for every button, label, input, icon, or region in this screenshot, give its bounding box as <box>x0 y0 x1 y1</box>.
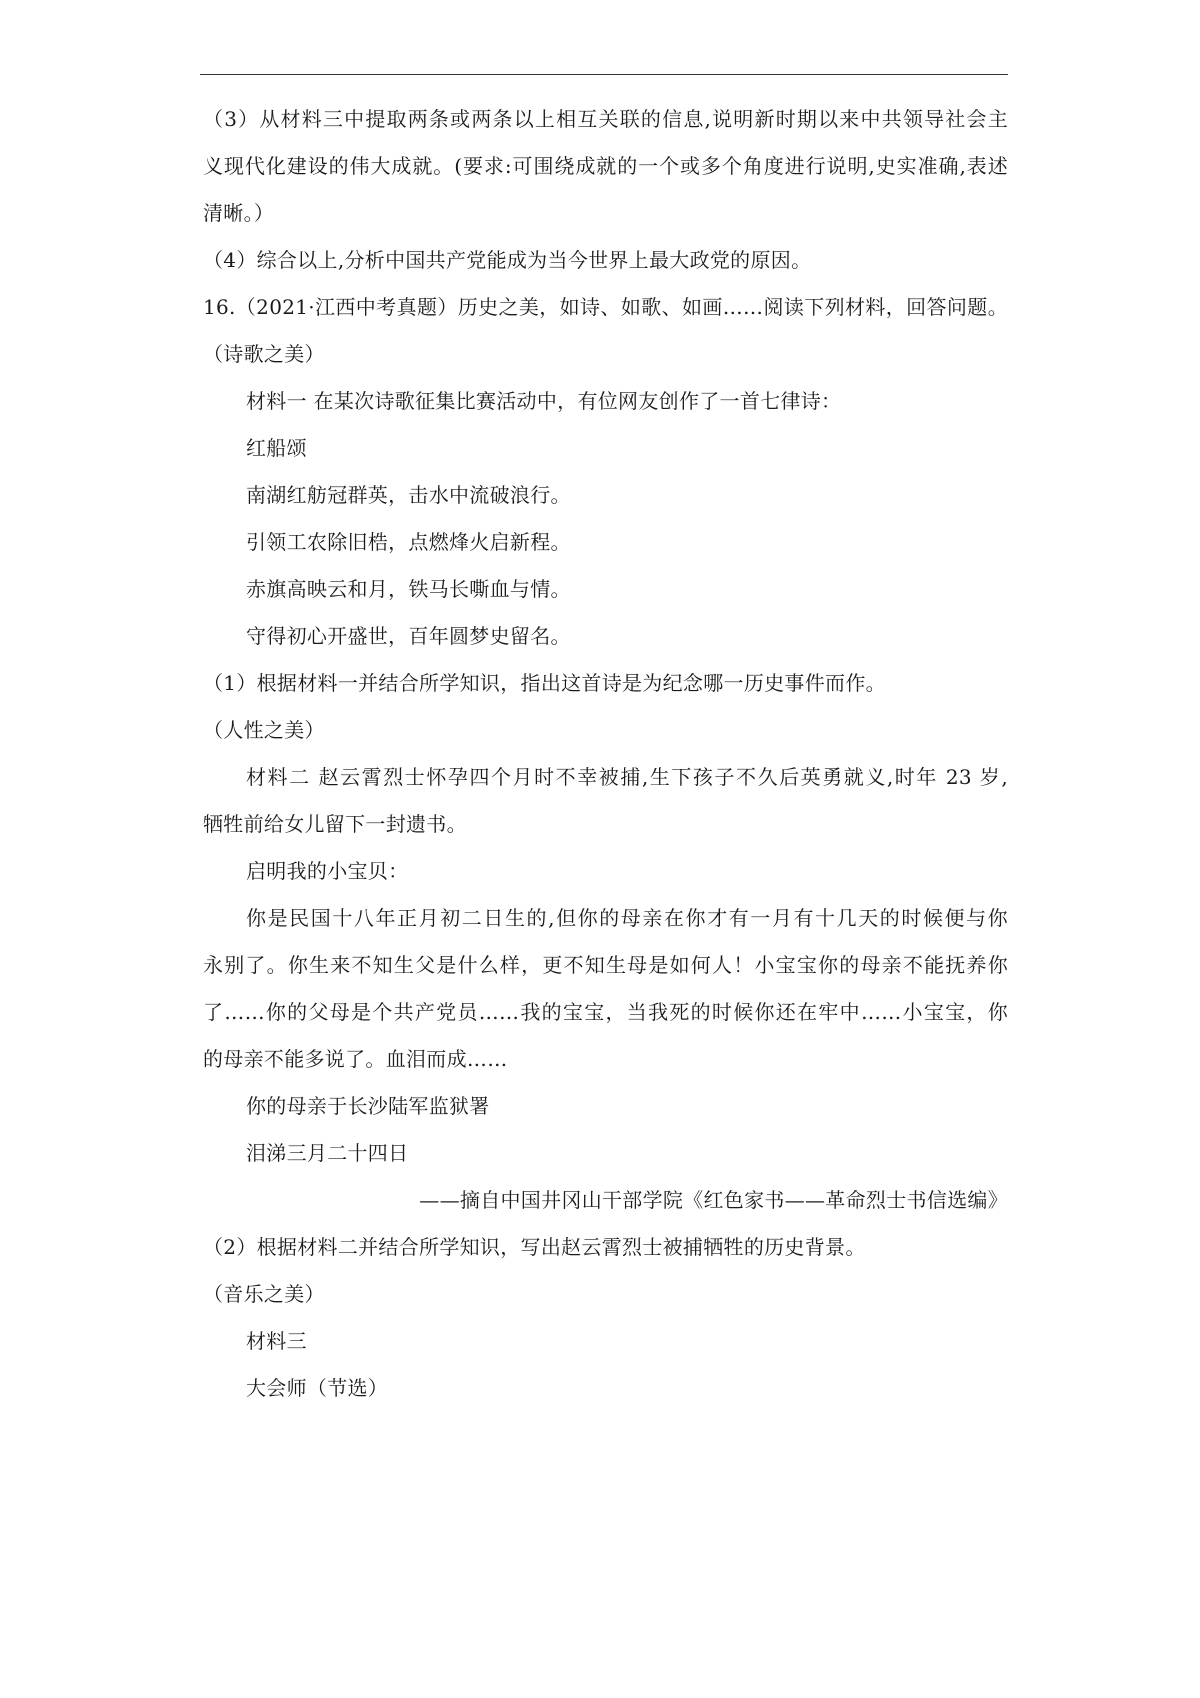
material3-label: 材料三 <box>246 1329 307 1353</box>
q15-sub3-line3: 清晰。） <box>203 201 275 225</box>
section-poetry: （诗歌之美） <box>203 342 325 366</box>
section-music: （音乐之美） <box>203 1282 325 1306</box>
letter-salutation: 启明我的小宝贝： <box>246 859 409 883</box>
letter-body-line: 了……你的父母是个共产党员……我的宝宝，当我死的时候你还在牢中……小宝宝，你 <box>203 1000 1008 1024</box>
poem-line: 赤旗高映云和月，铁马长嘶血与情。 <box>246 577 571 601</box>
header-rule <box>200 74 1008 75</box>
q16-stem: 16.（2021·江西中考真题）历史之美，如诗、如歌、如画……阅读下列材料，回答问题。 <box>203 295 1008 319</box>
poem-line: 引领工农除旧梏，点燃烽火启新程。 <box>246 530 571 554</box>
poem-line: 守得初心开盛世，百年圆梦史留名。 <box>246 624 571 648</box>
section-humanity: （人性之美） <box>203 718 325 742</box>
page-content <box>203 96 1008 1412</box>
material2-line2: 牺牲前给女儿留下一封遗书。 <box>203 812 467 836</box>
letter-body-line: 永别了。你生来不知生父是什么样，更不知生母是如何人！小宝宝你的母亲不能抚养你 <box>203 953 1008 977</box>
q16-sub2: （2）根据材料二并结合所学知识，写出赵云霄烈士被捕牺牲的历史背景。 <box>203 1235 866 1259</box>
letter-source: ——摘自中国井冈山干部学院《红色家书——革命烈士书信选编》 <box>419 1188 1008 1212</box>
letter-body-line: 你是民国十八年正月初二日生的,但你的母亲在你才有一月有十几天的时候便与你 <box>246 906 1008 930</box>
letter-body-line: 的母亲不能多说了。血泪而成…… <box>203 1047 508 1071</box>
letter-date: 泪涕三月二十四日 <box>246 1141 409 1165</box>
letter-signature: 你的母亲于长沙陆军监狱署 <box>246 1094 490 1118</box>
poem-line: 南湖红舫冠群英，击水中流破浪行。 <box>246 483 571 507</box>
q16-sub1: （1）根据材料一并结合所学知识，指出这首诗是为纪念哪一历史事件而作。 <box>203 671 886 695</box>
material1-intro: 材料一 在某次诗歌征集比赛活动中，有位网友创作了一首七律诗： <box>246 389 842 413</box>
material3-title: 大会师（节选） <box>246 1376 389 1400</box>
q15-sub3-line2: 义现代化建设的伟大成就。(要求:可围绕成就的一个或多个角度进行说明,史实准确,表述 <box>203 154 1008 178</box>
q15-sub3-line1: （3）从材料三中提取两条或两条以上相互关联的信息,说明新时期以来中共领导社会主 <box>203 107 1008 131</box>
material2-line1: 材料二 赵云霄烈士怀孕四个月时不幸被捕,生下孩子不久后英勇就义,时年 23 岁, <box>246 765 1008 789</box>
poem-title: 红船颂 <box>246 436 307 460</box>
q15-sub4: （4）综合以上,分析中国共产党能成为当今世界上最大政党的原因。 <box>203 248 812 272</box>
